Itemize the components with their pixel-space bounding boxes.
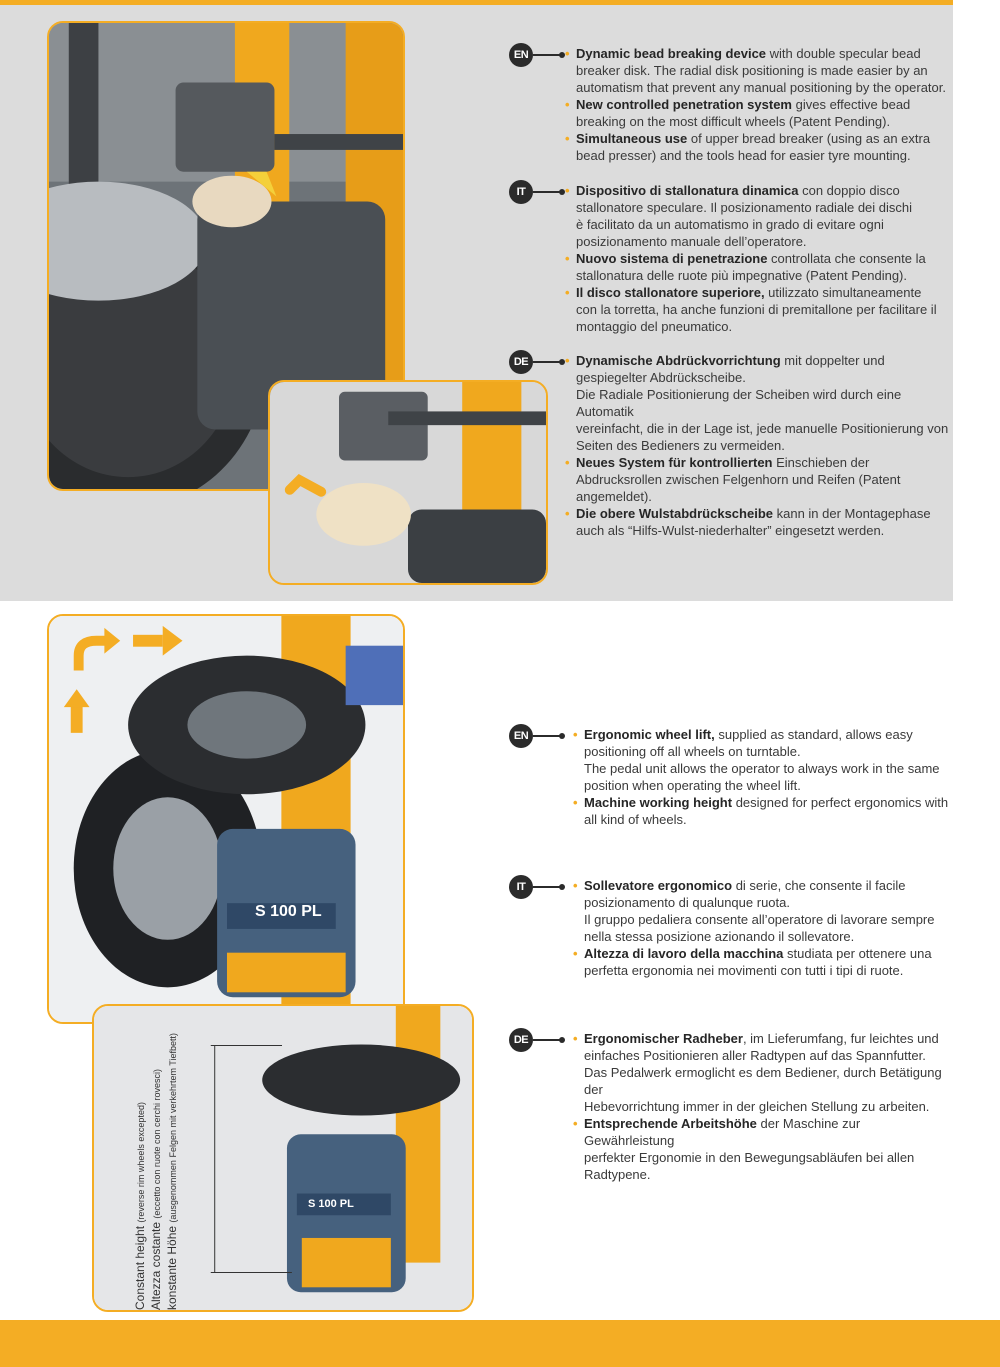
caption-en-main: Constant height: [133, 1225, 147, 1310]
text-line: [565, 250, 937, 267]
text-line-body: der Maschine zur Gewährleistung: [584, 1116, 861, 1148]
text-line-body: perfekter Ergonomie in den Bewegungsabläufen bei allen: [584, 1150, 915, 1165]
text-line-body: Das Pedalwerk ermoglicht es dem Bediener, durch Betätigung der: [584, 1065, 942, 1097]
text-line-body: einfaches Positionieren aller Radtypen auf das Spannfutter.: [584, 1048, 926, 1063]
text-line: [573, 1149, 949, 1166]
text-line: [565, 45, 946, 62]
text-line-body: studiata per ottenere una: [783, 946, 932, 961]
en-badge: EN: [509, 724, 533, 748]
text-line: [573, 760, 948, 777]
text-line-body: of upper bread breaker (using as an extra: [687, 131, 931, 146]
text-line-bold: Dynamic bead breaking device: [576, 46, 767, 61]
section1-it-text: [565, 182, 937, 335]
section2-en-text: [573, 726, 948, 828]
text-line-body: , im Lieferumfang, fur leichtes und: [742, 1031, 939, 1046]
text-line: [573, 811, 948, 828]
text-line-bold: Neues System für kontrollierten: [576, 455, 773, 470]
connector-line: [533, 886, 561, 888]
text-line-body: vereinfacht, die in der Lage ist, jede manuelle Positionierung von: [576, 421, 949, 436]
section2-de-text: [573, 1030, 949, 1183]
section2-en-block: [509, 724, 949, 834]
text-line: [573, 1064, 949, 1098]
connector-line: [533, 191, 561, 193]
text-line: [573, 1047, 949, 1064]
text-line: [565, 267, 937, 284]
text-line-bold: New controlled penetration system: [576, 97, 792, 112]
text-line-body: Radtypene.: [584, 1167, 651, 1182]
text-line-body: gespiegelter Abdrückscheibe.: [576, 370, 746, 385]
text-line: [565, 130, 946, 147]
text-line: [573, 962, 935, 979]
text-line-body: Hebevorrichtung immer in der gleichen Stellung zu arbeiten.: [584, 1099, 930, 1114]
text-line: [573, 743, 948, 760]
text-line: [565, 522, 949, 539]
text-line: [565, 233, 937, 250]
text-line-bold: Dispositivo di stallonatura dinamica: [576, 183, 799, 198]
text-line-body: Seiten des Bedieners zu vermeiden.: [576, 438, 785, 453]
bead-breaker-disk-inset-photo: [268, 380, 548, 585]
connector-line: [533, 1039, 561, 1041]
section1-de-text: [565, 352, 949, 539]
text-line-body: posizionamento manuale dell’operatore.: [576, 234, 807, 249]
text-line: [565, 505, 949, 522]
text-line-body: stallonatura delle ruote più impegnative (Patent Pending).: [576, 268, 907, 283]
caption-en-note: (reverse rim wheels excepted): [136, 1102, 146, 1223]
machine-label-upper: S 100 PL: [255, 903, 322, 920]
text-line: [573, 877, 935, 894]
text-line-bold: Nuovo sistema di penetrazione: [576, 251, 768, 266]
text-line-body: supplied as standard, allows easy: [714, 727, 913, 742]
text-line: [565, 369, 949, 386]
text-line-bold: Simultaneous use: [576, 131, 688, 146]
text-line-body: Die Radiale Positionierung der Scheiben wird durch eine Automatik: [576, 387, 902, 419]
text-line: [565, 62, 946, 79]
text-line-bold: Sollevatore ergonomico: [584, 878, 733, 893]
text-line-body: montaggio del pneumatico.: [576, 319, 733, 334]
section1-en-block: [509, 43, 949, 168]
text-line: [573, 1115, 949, 1149]
text-line: [573, 1030, 949, 1047]
text-line: [565, 471, 949, 488]
machine-label-lower: S 100 PL: [308, 1198, 354, 1210]
it-badge: IT: [509, 875, 533, 899]
text-line-body: breaking on the most difficult wheels (Patent Pending).: [576, 114, 891, 129]
section2-de-block: [509, 1028, 949, 1182]
text-line-body: angemeldet).: [576, 489, 652, 504]
it-badge: IT: [509, 180, 533, 204]
section1-en-text: [565, 45, 946, 164]
text-line-bold: Entsprechende Arbeitshöhe: [584, 1116, 757, 1131]
text-line: [565, 216, 937, 233]
text-line: [565, 420, 949, 437]
caption-de-note: (ausgenommen Felgen mit verkehrtem Tiefbett): [168, 1033, 178, 1223]
text-line: [573, 726, 948, 743]
text-line-body: Il gruppo pedaliera consente all’operatore di lavorare sempre: [584, 912, 935, 927]
text-line: [565, 437, 949, 454]
text-line: [565, 454, 949, 471]
text-line-body: perfetta ergonomia nei movimenti con tutti i tipi di ruote.: [584, 963, 904, 978]
text-line: [565, 113, 946, 130]
connector-line: [533, 735, 561, 737]
text-line: [573, 894, 935, 911]
text-line-body: with double specular bead: [766, 46, 921, 61]
text-line-body: di serie, che consente il facile: [732, 878, 906, 893]
section1-de-block: [509, 350, 949, 538]
text-line: [565, 284, 937, 301]
caption-it-main: Altezza costante: [149, 1221, 163, 1310]
text-line: [565, 301, 937, 318]
text-line: [573, 1098, 949, 1115]
text-line-body: con doppio disco: [798, 183, 900, 198]
text-line-bold: Ergonomic wheel lift,: [584, 727, 715, 742]
connector-dot: [559, 884, 565, 890]
text-line: [573, 945, 935, 962]
text-line-bold: Die obere Wulstabdrückscheibe: [576, 506, 773, 521]
text-line: [565, 386, 949, 420]
text-line: [573, 777, 948, 794]
text-line: [573, 1166, 949, 1183]
section2-it-block: [509, 875, 949, 985]
text-line-body: kann in der Montagephase: [773, 506, 931, 521]
text-line-body: position when operating the wheel lift.: [584, 778, 801, 793]
text-line-body: bead presser) and the tools head for easier tyre mounting.: [576, 148, 911, 163]
text-line: [573, 911, 935, 928]
section1-it-block: [509, 180, 949, 340]
text-line-body: all kind of wheels.: [584, 812, 687, 827]
text-line-body: con la torretta, ha anche funzioni di premitallone per facilitare il: [576, 302, 937, 317]
text-line: [565, 182, 937, 199]
text-line-bold: Il disco stallonatore superiore,: [576, 285, 765, 300]
text-line-body: gives effective bead: [792, 97, 911, 112]
text-line-bold: Ergonomischer Radheber: [584, 1031, 743, 1046]
text-line-bold: Machine working height: [584, 795, 733, 810]
caption-de-main: konstante Höhe: [165, 1225, 179, 1310]
text-line-bold: Altezza di lavoro della macchina: [584, 946, 784, 961]
text-line-body: auch als “Hilfs-Wulst-niederhalter” eingesetzt werden.: [576, 523, 885, 538]
de-badge: DE: [509, 350, 533, 374]
section2-it-text: [573, 877, 935, 979]
caption-it-note: (eccetto con ruote con cerchi rovesci): [152, 1069, 162, 1219]
constant-height-caption: [133, 1020, 213, 1310]
en-badge: EN: [509, 43, 533, 67]
text-line: [565, 199, 937, 216]
text-line-body: Abdrucksrollen zwischen Felgenhorn und Reifen (Patent: [576, 472, 901, 487]
text-line: [573, 928, 935, 945]
text-line: [565, 96, 946, 113]
text-line-body: stallonatore speculare. Il posizionamento radiale dei dischi: [576, 200, 913, 215]
text-line-body: The pedal unit allows the operator to always work in the same: [584, 761, 940, 776]
text-line: [565, 79, 946, 96]
text-line-body: utilizzato simultaneamente: [764, 285, 922, 300]
text-line-body: mit doppelter und: [780, 353, 885, 368]
text-line: [573, 794, 948, 811]
text-line-body: controllata che consente la: [767, 251, 926, 266]
text-line: [565, 147, 946, 164]
connector-line: [533, 54, 561, 56]
text-line: [565, 352, 949, 369]
bottom-accent-bar: [0, 1320, 1000, 1367]
text-line-body: nella stessa posizione azionando il sollevatore.: [584, 929, 855, 944]
connector-dot: [559, 1037, 565, 1043]
text-line-body: è facilitato da un automatismo in grado di evitare ogni: [576, 217, 884, 232]
text-line: [565, 488, 949, 505]
text-line-body: posizionamento di qualunque ruota.: [584, 895, 790, 910]
connector-line: [533, 361, 561, 363]
text-line-bold: Dynamische Abdrückvorrichtung: [576, 353, 781, 368]
text-line-body: Einschieben der: [772, 455, 870, 470]
wheel-lift-photo: [47, 614, 405, 1024]
text-line-body: breaker disk. The radial disk positioning is made easier by an: [576, 63, 928, 78]
de-badge: DE: [509, 1028, 533, 1052]
text-line-body: positioning off all wheels on turntable.: [584, 744, 801, 759]
text-line-body: designed for perfect ergonomics with: [732, 795, 949, 810]
connector-dot: [559, 733, 565, 739]
text-line: [565, 318, 937, 335]
text-line-body: automatism that prevent any manual positioning by the operator.: [576, 80, 946, 95]
